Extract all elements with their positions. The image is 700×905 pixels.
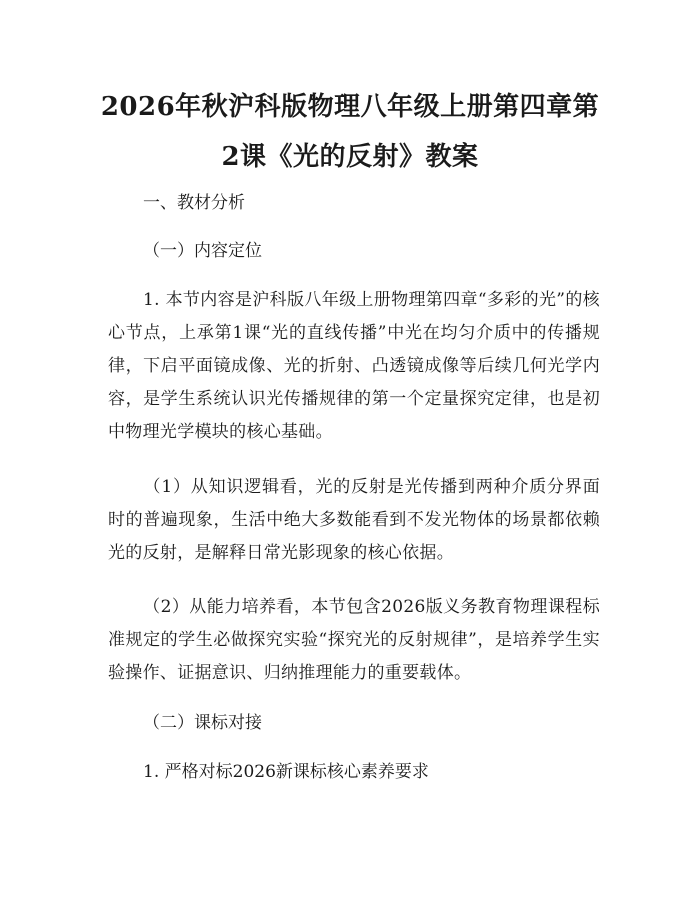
document-title: 2026年秋沪科版物理八年级上册第四章第2课《光的反射》教案 [100, 92, 600, 172]
paragraph-content-positioning [108, 284, 600, 449]
section-heading-textbook-analysis: 一、教材分析 [143, 193, 245, 213]
paragraph-text: （1）从知识逻辑看，光的反射是光传播到两种介质分界面时的普遍现象，生活中绝大多数能看到不发光物体的场景都依赖光的反射，是解释日常光影现象的核心依据。 [108, 477, 600, 563]
paragraph-text: （2）从能力培养看，本节包含2026版义务教育物理课程标准规定的学生必做探究实验“探究光的反射规律”，是培养学生实验操作、证据意识、归纳推理能力的重要载体。 [108, 597, 600, 683]
paragraph-curriculum-requirement: 1. 严格对标2026新课标核心素养要求 [143, 762, 429, 782]
paragraph-text: 1. 本节内容是沪科版八年级上册物理第四章“多彩的光”的核心节点，上承第1课“光的直线传播”中光在均匀介质中的传播规律，下启平面镜成像、光的折射、凸透镜成像等后续几何光学内容，是学生系统认识光传播规律的第一个定量探究定律，也是初中物理光学模块的核心基础。 [108, 290, 600, 442]
subsection-heading-curriculum-alignment: （二）课标对接 [143, 713, 262, 733]
paragraph-ability-training [108, 591, 600, 690]
subsection-heading-content-positioning: （一）内容定位 [143, 241, 262, 261]
paragraph-knowledge-logic [108, 471, 600, 570]
